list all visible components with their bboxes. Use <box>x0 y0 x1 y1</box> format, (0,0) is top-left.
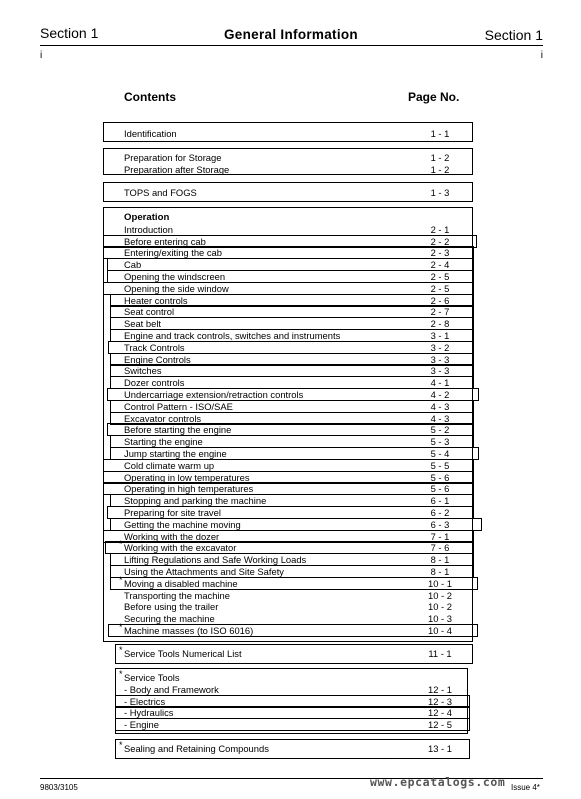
toc-item-title: - Hydraulics <box>124 707 174 719</box>
toc-item-page: 13 - 1 <box>428 743 452 754</box>
toc-item-page: 2 - 6 <box>430 294 450 306</box>
toc-item-page: 3 - 2 <box>430 341 450 353</box>
revision-asterisk: * <box>119 740 123 750</box>
toc-row[interactable] <box>124 672 460 684</box>
toc-item-title: Heater controls <box>124 294 188 306</box>
toc-item-page: 5 - 2 <box>430 424 450 436</box>
toc-item-page: 10 - 3 <box>428 613 452 625</box>
toc-item-page: 5 - 5 <box>430 459 450 471</box>
toc-item-page: 8 - 1 <box>430 554 450 566</box>
toc-row[interactable] <box>124 128 460 140</box>
toc-item-page: 1 - 3 <box>430 187 450 198</box>
toc-item-title: Dozer controls <box>124 377 185 389</box>
toc-item-page: 3 - 1 <box>430 330 450 341</box>
toc-item-title: Securing the machine <box>124 613 215 625</box>
toc-item-page: 2 - 3 <box>430 247 450 259</box>
toc-item-page: 7 - 6 <box>430 542 450 554</box>
toc-item-title: - Electrics <box>124 695 166 707</box>
toc-item-page: 1 - 1 <box>430 128 450 139</box>
toc-item-title: Engine Controls <box>124 353 191 365</box>
toc-item-title: Getting the machine moving <box>124 518 241 530</box>
toc-item-page: 10 - 2 <box>428 589 452 601</box>
toc-item-page: 1 - 2 <box>430 152 450 163</box>
toc-item-title: Entering/exiting the cab <box>124 247 222 259</box>
toc-item-page: 4 - 3 <box>430 400 450 412</box>
toc-row-outline <box>115 718 470 731</box>
revision-asterisk: * <box>119 669 123 679</box>
toc-row[interactable] <box>124 743 460 755</box>
toc-item-title: Using the Attachments and Site Safety <box>124 566 284 577</box>
toc-item-title: Opening the side window <box>124 282 229 294</box>
page-no-heading: Page No. <box>408 90 460 104</box>
toc-item-title: Undercarriage extension/retraction controls <box>124 389 304 400</box>
page-mark-left: i <box>40 50 43 61</box>
toc-item-page: 10 - 1 <box>428 577 452 589</box>
toc-item-title: Engine and track controls, switches and instruments <box>124 330 341 341</box>
toc-item-title: Excavator controls <box>124 412 202 424</box>
toc-row[interactable] <box>124 152 460 164</box>
toc-item-title: Preparation for Storage <box>124 152 222 163</box>
section-label-left: Section 1 <box>40 25 99 41</box>
toc-item-page: 2 - 8 <box>430 318 450 330</box>
toc-item-title: - Engine <box>124 719 159 731</box>
toc-item-page: 6 - 1 <box>430 495 450 507</box>
toc-item-title: Before starting the engine <box>124 424 232 436</box>
toc-item-title: Stopping and parking the machine <box>124 495 267 507</box>
toc-item-title: Identification <box>124 128 177 139</box>
toc-item-page: 6 - 3 <box>430 518 450 530</box>
toc-item-page: 4 - 2 <box>430 389 450 400</box>
toc-item-page: 10 - 2 <box>428 601 452 613</box>
toc-row[interactable] <box>124 601 460 613</box>
revision-asterisk: * <box>119 622 123 632</box>
toc-item-title: Preparation after Storage <box>124 163 230 175</box>
toc-item-page: 2 - 4 <box>430 259 450 271</box>
toc-item-page: 5 - 3 <box>430 436 450 448</box>
toc-item-title: Service Tools Numerical List <box>124 648 242 659</box>
watermark-text: www.epcatalogs.com <box>370 775 506 789</box>
issue-number: Issue 4* <box>511 783 540 792</box>
page-mark-right: i <box>540 50 543 61</box>
toc-item-page: 2 - 5 <box>430 282 450 294</box>
toc-item-title: Machine masses (to ISO 6016) <box>124 625 254 636</box>
revision-asterisk: * <box>119 645 123 655</box>
toc-group-heading: Operation <box>124 212 170 223</box>
toc-item-page: 5 - 6 <box>430 471 450 483</box>
toc-item-page: 3 - 3 <box>430 365 450 377</box>
toc-row[interactable] <box>124 648 460 660</box>
toc-item-page: 6 - 2 <box>430 507 450 518</box>
toc-item-title: Introduction <box>124 223 173 235</box>
toc-item-page: 12 - 4 <box>428 707 452 719</box>
toc-item-page: 11 - 1 <box>428 648 452 659</box>
toc-item-title: Lifting Regulations and Safe Working Loads <box>124 554 307 566</box>
toc-item-page: 4 - 1 <box>430 377 450 389</box>
toc-item-page: 2 - 5 <box>430 271 450 282</box>
toc-item-title: Starting the engine <box>124 436 203 448</box>
toc-item-title: Sealing and Retaining Compounds <box>124 743 269 754</box>
toc-item-title: Working with the excavator <box>124 542 237 554</box>
toc-item-title: Cab <box>124 259 142 271</box>
toc-item-page: 2 - 2 <box>430 235 450 247</box>
toc-item-page: 12 - 5 <box>428 719 452 731</box>
toc-item-page: 12 - 1 <box>428 683 452 695</box>
toc-row-outline <box>108 624 478 637</box>
toc-item-page: 8 - 1 <box>430 566 450 577</box>
toc-item-page: 7 - 1 <box>430 530 450 542</box>
toc-item-title: Transporting the machine <box>124 589 230 601</box>
section-label-right: Section 1 <box>484 27 543 43</box>
toc-row[interactable] <box>124 187 460 199</box>
toc-item-title: Service Tools <box>124 672 180 683</box>
toc-item-title: Opening the windscreen <box>124 271 226 282</box>
toc-row[interactable] <box>124 164 460 176</box>
toc-item-page: 10 - 4 <box>428 625 452 636</box>
revision-asterisk: * <box>119 539 123 550</box>
document-code: 9803/3105 <box>40 783 78 792</box>
toc-item-title: Seat control <box>124 306 175 318</box>
toc-item-title: Cold climate warm up <box>124 459 215 471</box>
toc-item-title: Jump starting the engine <box>124 448 227 459</box>
contents-heading: Contents <box>124 90 176 104</box>
toc-item-title: Control Pattern - ISO/SAE <box>124 400 233 412</box>
toc-row-outline <box>110 574 478 590</box>
toc-item-title: Switches <box>124 365 162 377</box>
toc-item-title: Preparing for site travel <box>124 507 221 518</box>
toc-item-title: - Body and Framework <box>124 683 219 695</box>
toc-item-page: 12 - 3 <box>428 695 452 707</box>
toc-item-page: 5 - 4 <box>430 448 450 459</box>
toc-item-title: TOPS and FOGS <box>124 187 197 198</box>
revision-asterisk: * <box>119 574 123 585</box>
toc-item-title: Track Controls <box>124 341 185 353</box>
toc-item-title: Seat belt <box>124 318 162 330</box>
toc-item-page: 2 - 7 <box>430 306 450 318</box>
header-rule <box>40 45 543 46</box>
toc-item-title: Working with the dozer <box>124 530 220 542</box>
toc-item-page: 3 - 3 <box>430 353 450 365</box>
toc-item-title: Before entering cab <box>124 235 206 247</box>
toc-item-page: 2 - 1 <box>430 223 450 235</box>
toc-item-page: 5 - 6 <box>430 483 450 495</box>
toc-item-page: 1 - 2 <box>430 163 450 175</box>
toc-row[interactable] <box>124 590 460 602</box>
toc-item-title: Moving a disabled machine <box>124 577 238 589</box>
toc-item-title: Operating in high temperatures <box>124 483 254 495</box>
toc-item-title: Before using the trailer <box>124 601 219 613</box>
toc-item-title: Operating in low temperatures <box>124 471 250 483</box>
toc-item-page: 4 - 3 <box>430 412 450 424</box>
page-title: General Information <box>224 27 358 42</box>
